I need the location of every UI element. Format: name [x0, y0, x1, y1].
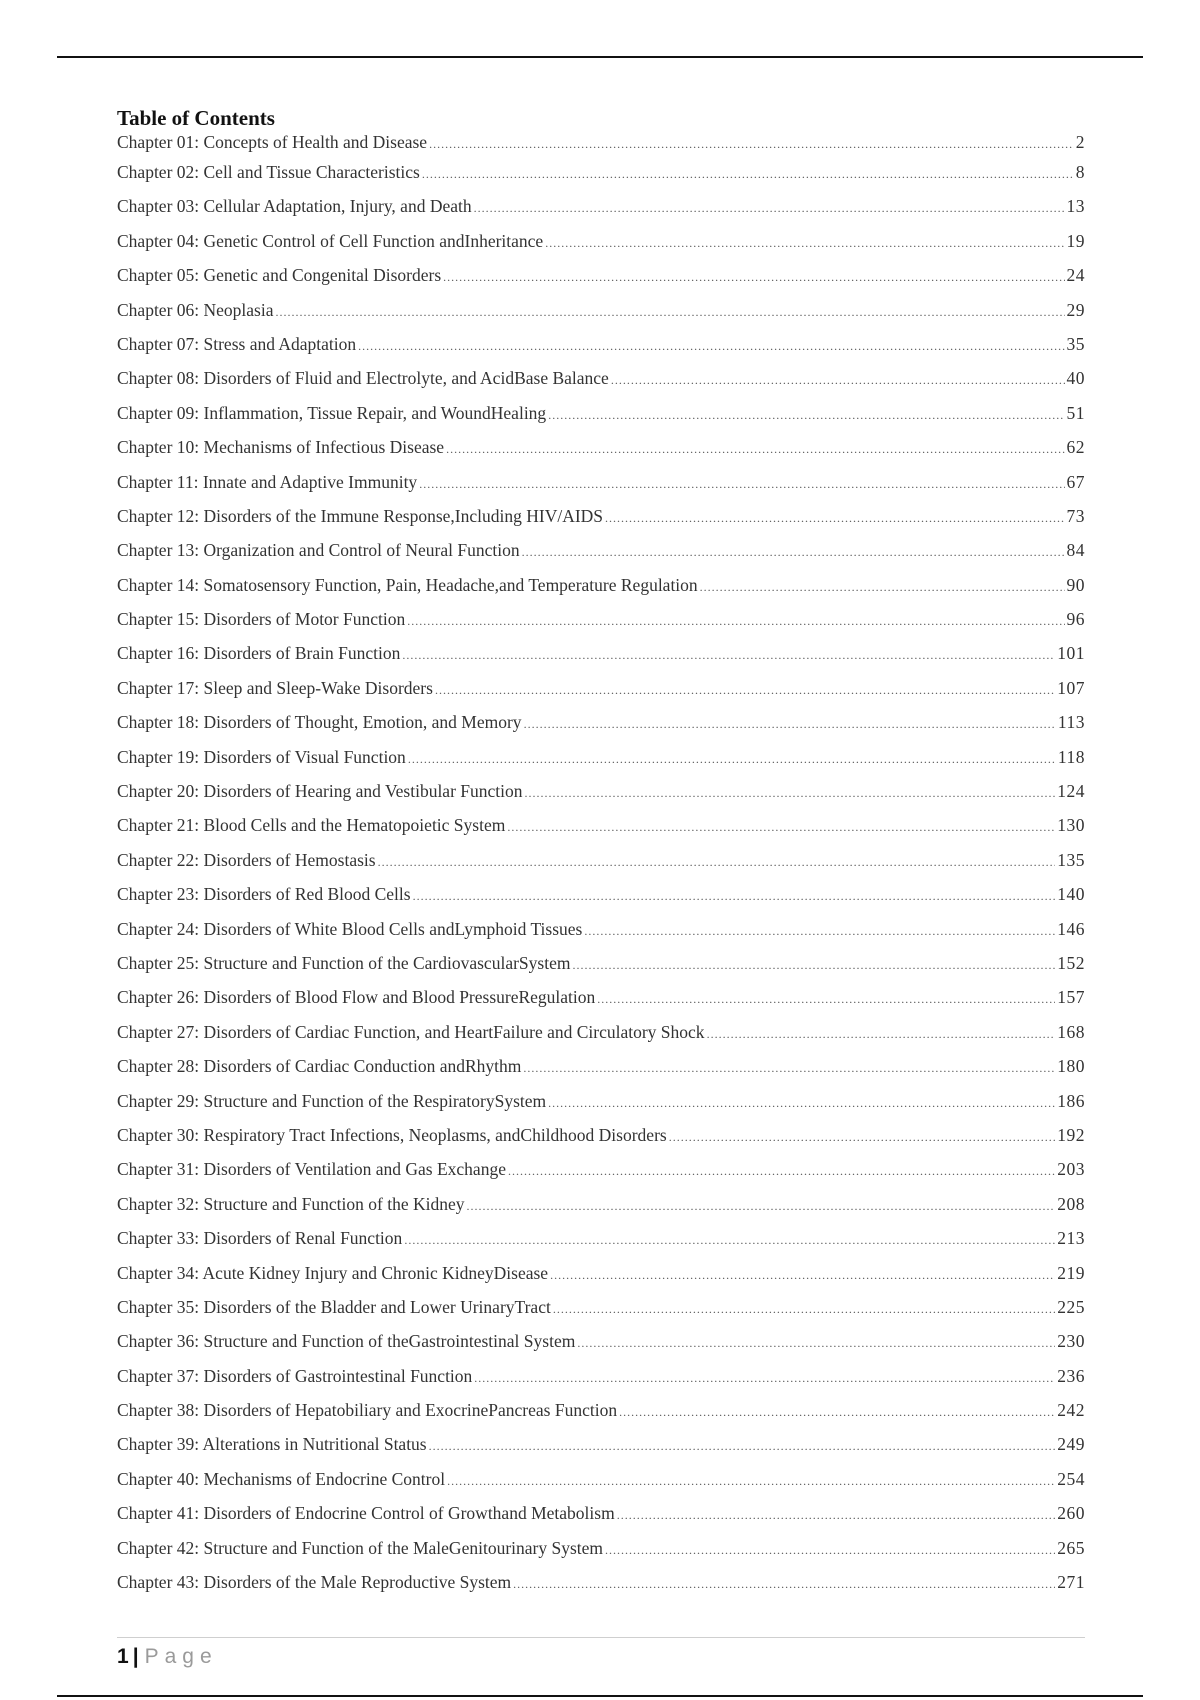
- toc-entry-label: Chapter 36: Structure and Function of theGastrointestinal System: [117, 1331, 576, 1352]
- toc-leader-dots: [435, 683, 1055, 698]
- toc-entry[interactable]: [117, 747, 1085, 781]
- page-word: Page: [144, 1645, 218, 1668]
- toc-entry[interactable]: [117, 1331, 1085, 1365]
- toc-leader-dots: [524, 717, 1056, 732]
- toc-entry-page: 113: [1057, 712, 1085, 733]
- toc-entry-label: Chapter 19: Disorders of Visual Function: [117, 746, 406, 767]
- toc-entry-label: Chapter 16: Disorders of Brain Function: [117, 643, 401, 664]
- header-rule: [57, 56, 1143, 58]
- toc-entry-label: Chapter 42: Structure and Function of the MaleGenitourinary System: [117, 1537, 604, 1558]
- toc-entry-label: Chapter 25: Structure and Function of the CardiovascularSystem: [117, 952, 571, 973]
- toc-entry[interactable]: [117, 300, 1085, 334]
- toc-entry[interactable]: [117, 1469, 1085, 1503]
- toc-leader-dots: [619, 1405, 1055, 1420]
- toc-leader-dots: [523, 1061, 1055, 1076]
- toc-entry-label: Chapter 32: Structure and Function of the Kidney: [117, 1193, 465, 1214]
- toc-entry[interactable]: [117, 781, 1085, 815]
- toc-entry[interactable]: [117, 1434, 1085, 1468]
- toc-entry-page: 192: [1057, 1124, 1085, 1145]
- toc-leader-dots: [508, 1164, 1055, 1179]
- toc-entry[interactable]: [117, 506, 1085, 540]
- toc-entry[interactable]: [117, 1366, 1085, 1400]
- toc-leader-dots: [700, 580, 1065, 595]
- toc-leader-dots: [467, 1199, 1056, 1214]
- toc-leader-dots: [617, 1508, 1056, 1523]
- toc-entry-label: Chapter 35: Disorders of the Bladder and Lower UrinaryTract: [117, 1296, 551, 1317]
- toc-entry[interactable]: [117, 609, 1085, 643]
- toc-leader-dots: [584, 924, 1055, 939]
- toc-entry-page: 219: [1057, 1262, 1085, 1283]
- toc-entry-page: 130: [1057, 815, 1085, 836]
- toc-leader-dots: [446, 442, 1064, 457]
- toc-entry-label: Chapter 26: Disorders of Blood Flow and Blood PressureRegulation: [117, 987, 596, 1008]
- toc-entry[interactable]: [117, 643, 1085, 677]
- toc-leader-dots: [707, 1027, 1056, 1042]
- toc-entry[interactable]: [117, 815, 1085, 849]
- toc-entry[interactable]: [117, 1022, 1085, 1056]
- toc-entry[interactable]: [117, 850, 1085, 884]
- toc-leader-dots: [429, 1439, 1056, 1454]
- toc-leader-dots: [378, 855, 1056, 870]
- toc-leader-dots: [408, 752, 1056, 767]
- toc-entry-label: Chapter 05: Genetic and Congenital Disorders: [117, 265, 442, 286]
- toc-entry-page: 260: [1057, 1503, 1085, 1524]
- toc-entry[interactable]: [117, 1056, 1085, 1090]
- toc-entry-label: Chapter 02: Cell and Tissue Characteristics: [117, 162, 420, 182]
- toc-leader-dots: [548, 1096, 1055, 1111]
- toc-entry-label: Chapter 22: Disorders of Hemostasis: [117, 849, 376, 870]
- toc-leader-dots: [404, 1233, 1055, 1248]
- footer-rule: [117, 1637, 1085, 1638]
- toc-leader-dots: [577, 1336, 1055, 1351]
- toc-entry[interactable]: [117, 1297, 1085, 1331]
- toc-leader-dots: [474, 1371, 1055, 1386]
- toc-entry[interactable]: [117, 1400, 1085, 1434]
- toc-entry-page: 168: [1057, 1021, 1085, 1042]
- toc-entry-page: 152: [1057, 952, 1085, 973]
- toc-entry-page: 180: [1057, 1056, 1085, 1077]
- toc-entry-label: Chapter 27: Disorders of Cardiac Function, and HeartFailure and Circulatory Shock: [117, 1021, 705, 1042]
- toc-entry-page: 146: [1057, 918, 1085, 939]
- toc-entry-page: 254: [1057, 1468, 1085, 1489]
- toc-entry-page: 67: [1066, 471, 1085, 492]
- toc-entry-label: Chapter 08: Disorders of Fluid and Electrolyte, and AcidBase Balance: [117, 368, 609, 389]
- toc-leader-dots: [611, 373, 1065, 388]
- toc-entry-page: 249: [1057, 1434, 1085, 1455]
- toc-entry[interactable]: [117, 368, 1085, 402]
- toc-entry-label: Chapter 30: Respiratory Tract Infections, Neoplasms, andChildhood Disorders: [117, 1124, 667, 1145]
- toc-entry[interactable]: [117, 1194, 1085, 1228]
- toc-leader-dots: [572, 958, 1055, 973]
- toc-entry[interactable]: [117, 953, 1085, 987]
- toc-entry-label: Chapter 40: Mechanisms of Endocrine Control: [117, 1468, 446, 1489]
- toc-entry-page: 19: [1066, 230, 1085, 251]
- page-separator: |: [132, 1645, 139, 1668]
- page-number: 1: [117, 1645, 129, 1668]
- toc-entry-label: Chapter 23: Disorders of Red Blood Cells: [117, 884, 411, 905]
- toc-entry[interactable]: [117, 1503, 1085, 1537]
- toc-leader-dots: [447, 1474, 1055, 1489]
- toc-title: Table of Contents: [117, 106, 275, 130]
- toc-entry-label: Chapter 28: Disorders of Cardiac Conduction andRhythm: [117, 1056, 522, 1077]
- toc-entry[interactable]: [117, 678, 1085, 712]
- toc-entry-label: Chapter 07: Stress and Adaptation: [117, 333, 357, 354]
- toc-entry-label: Chapter 31: Disorders of Ventilation and Gas Exchange: [117, 1159, 506, 1180]
- toc-entry[interactable]: [117, 437, 1085, 471]
- toc-entry-page: 2: [1075, 132, 1085, 152]
- toc-leader-dots: [513, 1577, 1055, 1592]
- toc-entry-page: 186: [1057, 1090, 1085, 1111]
- toc-entry-page: 265: [1057, 1537, 1085, 1558]
- toc-entry-page: 13: [1066, 196, 1085, 217]
- toc-entry-label: Chapter 34: Acute Kidney Injury and Chronic KidneyDisease: [117, 1262, 549, 1283]
- toc-entry-label: Chapter 38: Disorders of Hepatobiliary and ExocrinePancreas Function: [117, 1400, 618, 1421]
- toc-entry[interactable]: [117, 403, 1085, 437]
- toc-entry-page: 230: [1057, 1331, 1085, 1352]
- page-footer: [117, 1642, 218, 1672]
- toc-leader-dots: [407, 614, 1064, 629]
- toc-entry-label: Chapter 10: Mechanisms of Infectious Disease: [117, 437, 445, 458]
- toc-leader-dots: [358, 339, 1064, 354]
- toc-entry-page: 8: [1075, 162, 1085, 182]
- toc-entry-page: 208: [1057, 1193, 1085, 1214]
- toc-entry-page: 90: [1066, 574, 1085, 595]
- toc-entry-page: 225: [1057, 1296, 1085, 1317]
- toc-leader-dots: [522, 545, 1065, 560]
- toc-entry[interactable]: [117, 231, 1085, 265]
- toc-entry[interactable]: [117, 919, 1085, 953]
- toc-leader-dots: [422, 167, 1074, 182]
- toc-leader-dots: [413, 889, 1056, 904]
- toc-entry[interactable]: [117, 196, 1085, 230]
- toc-entry[interactable]: [117, 712, 1085, 746]
- toc-entry-label: Chapter 09: Inflammation, Tissue Repair, and WoundHealing: [117, 402, 547, 423]
- toc-entry-page: 118: [1057, 746, 1085, 767]
- toc-entry-label: Chapter 03: Cellular Adaptation, Injury, and Death: [117, 196, 472, 217]
- toc-entry-label: Chapter 39: Alterations in Nutritional Status: [117, 1434, 427, 1455]
- toc-entry[interactable]: [117, 265, 1085, 299]
- toc-entry-label: Chapter 29: Structure and Function of the RespiratorySystem: [117, 1090, 547, 1111]
- toc-leader-dots: [402, 648, 1055, 663]
- toc-leader-dots: [669, 1130, 1056, 1145]
- toc-entry-page: 236: [1057, 1365, 1085, 1386]
- toc-entry-label: Chapter 18: Disorders of Thought, Emotion, and Memory: [117, 712, 522, 733]
- toc-leader-dots: [605, 511, 1064, 526]
- toc-leader-dots: [419, 477, 1064, 492]
- toc-entry-page: 271: [1057, 1572, 1085, 1593]
- toc-leader-dots: [545, 236, 1064, 251]
- toc-entry[interactable]: [117, 1159, 1085, 1193]
- toc-leader-dots: [550, 1268, 1055, 1283]
- toc-leader-dots: [443, 270, 1064, 285]
- toc-entry[interactable]: [117, 575, 1085, 609]
- toc-entry-page: 24: [1066, 265, 1085, 286]
- toc-entry-label: Chapter 04: Genetic Control of Cell Function andInheritance: [117, 230, 544, 251]
- toc-leader-dots: [525, 786, 1056, 801]
- toc-entry-page: 73: [1066, 505, 1085, 526]
- footer-bottom-rule: [57, 1695, 1143, 1697]
- toc-entry-page: 157: [1057, 987, 1085, 1008]
- toc-entry-label: Chapter 33: Disorders of Renal Function: [117, 1228, 403, 1249]
- toc-entry-page: 242: [1057, 1400, 1085, 1421]
- toc-entry-label: Chapter 43: Disorders of the Male Reproductive System: [117, 1572, 512, 1593]
- table-of-contents: [117, 104, 1085, 1606]
- toc-leader-dots: [605, 1543, 1055, 1558]
- toc-entry[interactable]: [117, 1572, 1085, 1606]
- toc-entry[interactable]: [117, 884, 1085, 918]
- toc-entry-label: Chapter 17: Sleep and Sleep-Wake Disorders: [117, 677, 433, 698]
- toc-entry-page: 101: [1057, 643, 1085, 664]
- toc-entry-page: 140: [1057, 884, 1085, 905]
- toc-entry-label: Chapter 37: Disorders of Gastrointestinal Function: [117, 1365, 473, 1386]
- toc-entry[interactable]: [117, 162, 1085, 196]
- toc-entry-page: 107: [1057, 677, 1085, 698]
- toc-entry-label: Chapter 41: Disorders of Endocrine Control of Growthand Metabolism: [117, 1503, 615, 1524]
- toc-entry-label: Chapter 06: Neoplasia: [117, 299, 274, 320]
- toc-entry[interactable]: [117, 1091, 1085, 1125]
- toc-entry-page: 84: [1066, 540, 1085, 561]
- toc-entry-page: 203: [1057, 1159, 1085, 1180]
- toc-entry-label: Chapter 20: Disorders of Hearing and Vestibular Function: [117, 781, 523, 802]
- toc-entry-label: Chapter 24: Disorders of White Blood Cells andLymphoid Tissues: [117, 918, 583, 939]
- toc-leader-dots: [275, 305, 1064, 320]
- toc-entry-page: 51: [1066, 402, 1085, 423]
- toc-entry-page: 29: [1066, 299, 1085, 320]
- toc-entry-page: 62: [1066, 437, 1085, 458]
- toc-leader-dots: [474, 201, 1065, 216]
- toc-entry[interactable]: [117, 1228, 1085, 1262]
- toc-list: [117, 132, 1085, 1606]
- toc-leader-dots: [597, 992, 1055, 1007]
- toc-entry-label: Chapter 15: Disorders of Motor Function: [117, 609, 406, 630]
- toc-entry-page: 40: [1066, 368, 1085, 389]
- toc-entry-page: 35: [1066, 333, 1085, 354]
- toc-entry[interactable]: [117, 132, 1085, 162]
- toc-entry-page: 96: [1066, 609, 1085, 630]
- toc-entry[interactable]: [117, 1125, 1085, 1159]
- toc-entry-page: 135: [1057, 849, 1085, 870]
- toc-entry-label: Chapter 11: Innate and Adaptive Immunity: [117, 471, 418, 492]
- toc-leader-dots: [548, 408, 1064, 423]
- toc-entry[interactable]: [117, 334, 1085, 368]
- toc-entry-label: Chapter 12: Disorders of the Immune Response,Including HIV/AIDS: [117, 505, 604, 526]
- toc-entry-label: Chapter 13: Organization and Control of Neural Function: [117, 540, 520, 561]
- toc-entry[interactable]: [117, 1538, 1085, 1572]
- toc-leader-dots: [429, 137, 1074, 152]
- toc-entry[interactable]: [117, 1263, 1085, 1297]
- toc-leader-dots: [553, 1302, 1055, 1317]
- toc-leader-dots: [507, 820, 1055, 835]
- toc-entry-label: Chapter 14: Somatosensory Function, Pain, Headache,and Temperature Regulation: [117, 574, 698, 595]
- toc-entry-label: Chapter 01: Concepts of Health and Disease: [117, 132, 428, 152]
- toc-entry-page: 124: [1057, 781, 1085, 802]
- toc-entry[interactable]: [117, 987, 1085, 1021]
- toc-entry-page: 213: [1057, 1228, 1085, 1249]
- toc-entry[interactable]: [117, 472, 1085, 506]
- toc-entry-label: Chapter 21: Blood Cells and the Hematopoietic System: [117, 815, 506, 836]
- toc-entry[interactable]: [117, 540, 1085, 574]
